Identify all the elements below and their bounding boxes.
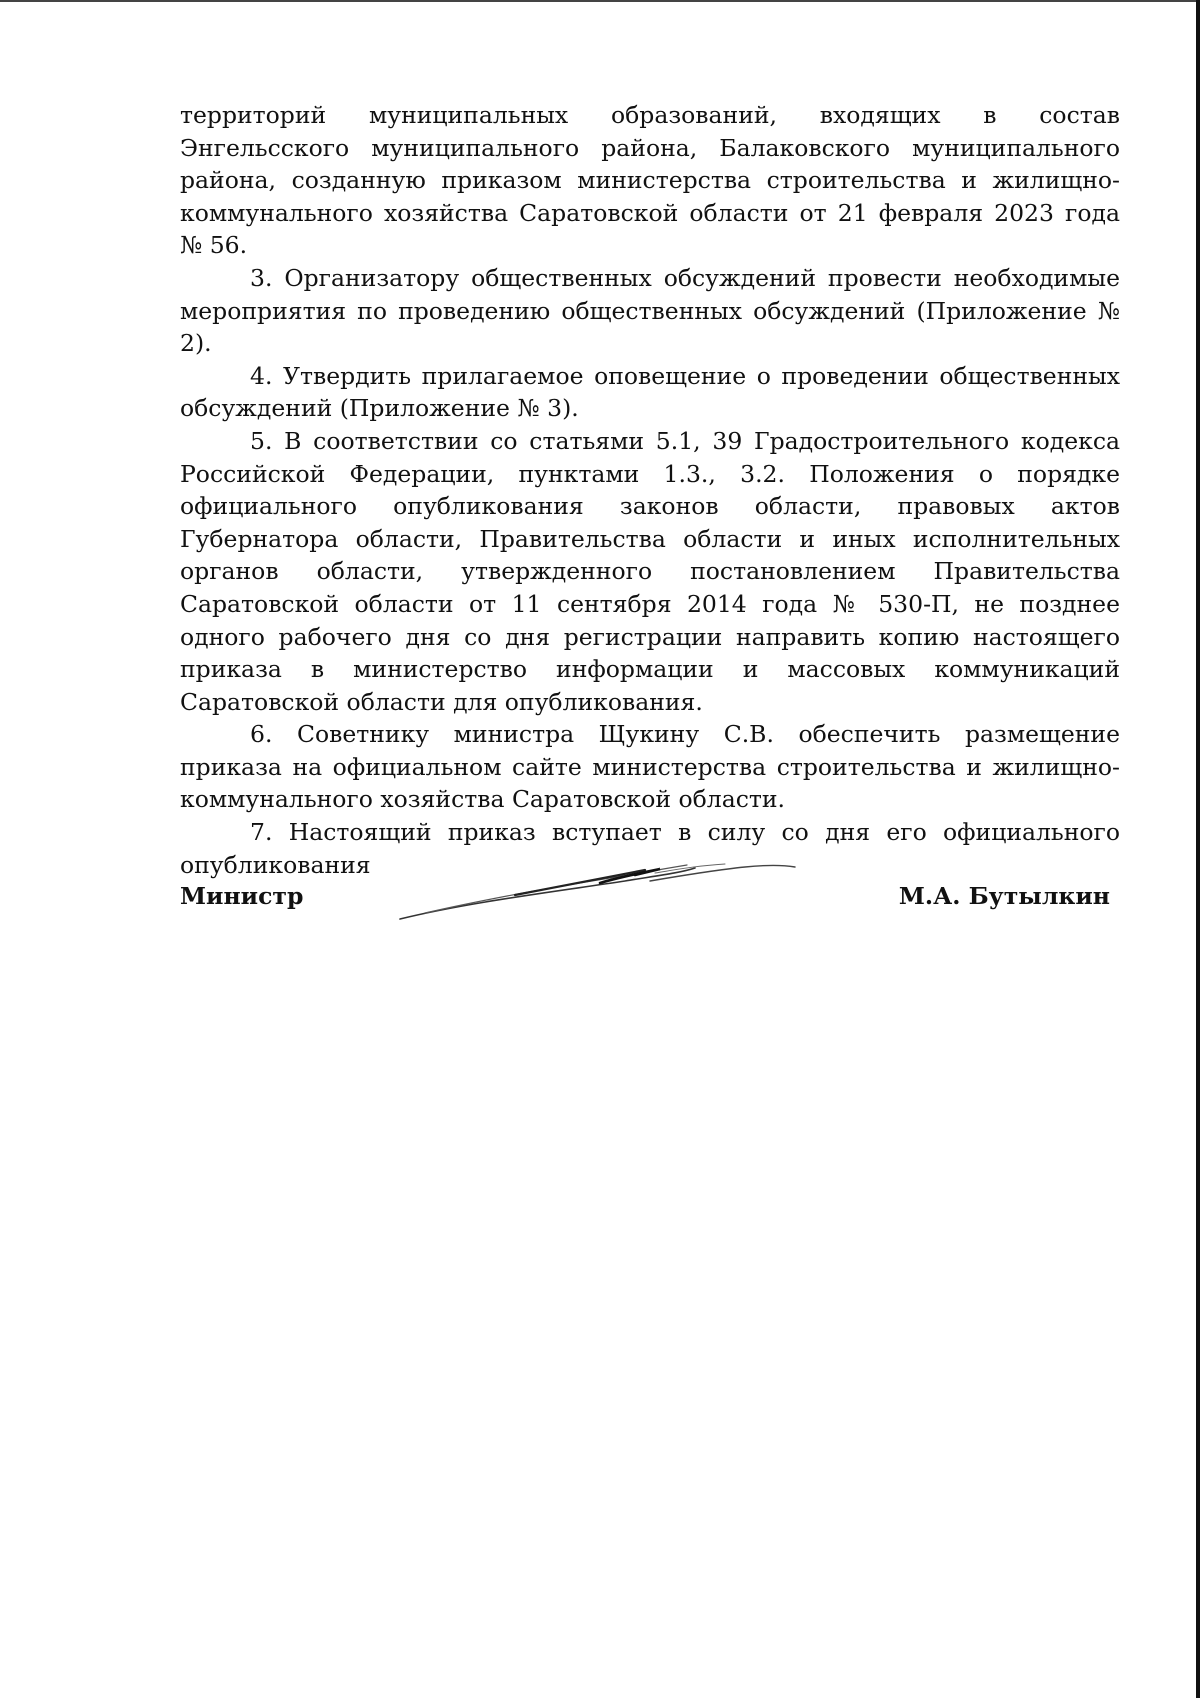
- scan-border-right: [1196, 0, 1200, 1698]
- scan-border-top: [0, 0, 1200, 2]
- paragraph-item-4: 4. Утвердить прилагаемое оповещение о проведении общественных обсуждений (Приложение № 3).: [180, 361, 1120, 423]
- signatory-name: М.А. Бутылкин: [898, 882, 1110, 910]
- signatory-title: Министр: [180, 882, 304, 910]
- paragraph-item-3: 3. Организатору общественных обсуждений провести необходимые мероприятия по проведению общественных обсуждений (Приложение № 2).: [180, 263, 1120, 358]
- paragraph-item-6: 6. Советнику министра Щукину С.В. обеспечить размещение приказа на официальном сайте министерства строительства и жилищно-коммунального хозяйства Саратовской области.: [180, 720, 1120, 814]
- paragraph-item-5: 5. В соответствии со статьями 5.1, 39 Градостроительного кодекса Российской Федерации, пунктами 1.3., 3.2. Положения о порядке официального опубликования законов области, правовых актов Губернатора области, Правительства области и иных исполнительных органов области, утвержденного постановлением Правительства Саратовской области от 11 сентября 2014 года № 530-П, не позднее одного рабочего дня со дня регистрации направить копию настоящего приказа в министерство информации и массовых коммуникаций Саратовской области для опубликования.: [180, 426, 1120, 716]
- paragraph-item-7: 7. Настоящий приказ вступает в силу со дня его официального опубликования: [180, 818, 1120, 879]
- paragraph-continuation: территорий муниципальных образований, входящих в состав Энгельсского муниципального района, Балаковского муниципального района, созданную приказом министерства строительства и жилищно-коммунального хозяйства Саратовской области от 21 февраля 2023 года № 56.: [180, 101, 1120, 260]
- document-body: [180, 99, 1120, 881]
- signature-block: [180, 880, 1120, 940]
